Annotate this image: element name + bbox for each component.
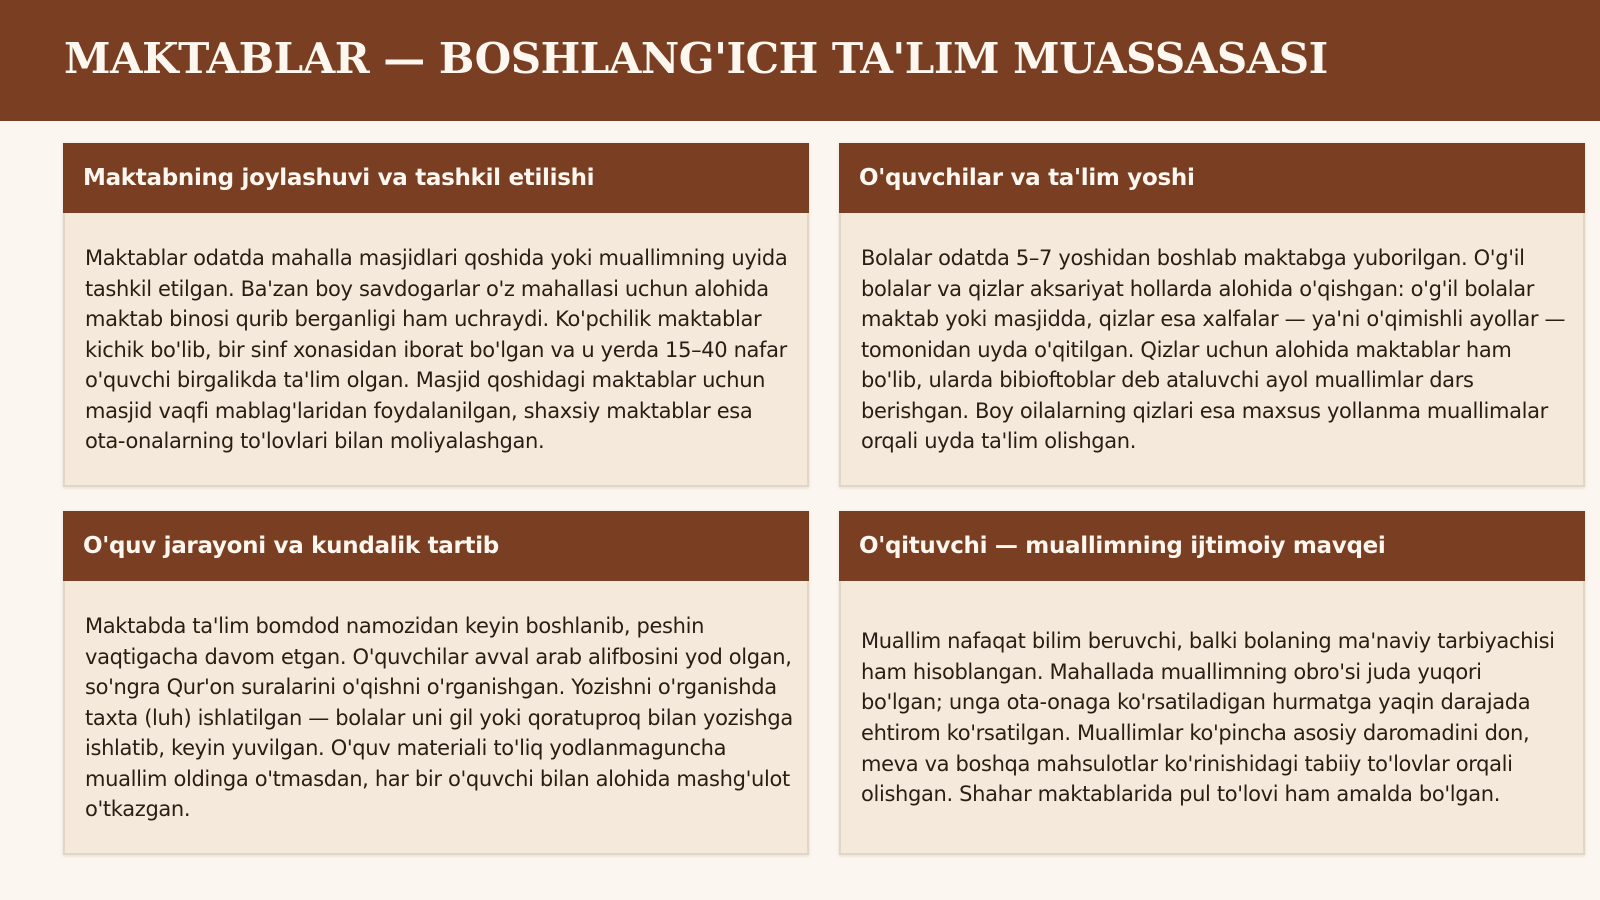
card-text: Maktablar odatda mahalla masjidlari qoshida yoki muallimning uyida tashkil etilgan. Ba'zan boy savdogarlar o'z mahallasi uchun alohida maktab binosi qurib berganligi ham uchraydi. Ko'pchilik maktablar kichik bo'lib, bir sinf xonasidan iborat bo'lgan va u yerda 15–40 nafar o'quvchi birgalikda ta'lim olgan. Masjid qoshidagi maktablar uchun masjid vaqfi mablag'laridan foydalanilgan, shaxsiy maktablar esa ota-onalarning to'lovlari bilan moliyalashgan. xyxy=(85,245,788,454)
card-text: Maktabda ta'lim bomdod namozidan keyin boshlanib, peshin vaqtigacha davom etgan. O'quvchilar avval arab alifbosini yod olgan, so'ngra Qur'on suralarini o'qishni o'rganishgan. Yozishni o'rganishda taxta (luh) ishlatilgan — bolalar uni gil yoki qoratuproq bilan yozishga ishlatib, keyin yuvilgan. O'quv materiali to'liq yodlanmaguncha muallim oldinga o'tmasdan, har bir o'quvchi bilan alohida mashg'ulot o'tkazgan. xyxy=(85,613,793,822)
card-title: O'qituvchi — muallimning ijtimoiy mavqei xyxy=(859,533,1386,559)
card-body xyxy=(861,215,1569,485)
card-body xyxy=(861,583,1569,853)
card-header xyxy=(63,143,809,213)
card-location-organization xyxy=(63,143,809,487)
card-header xyxy=(839,143,1585,213)
card-title: O'quv jarayoni va kundalik tartib xyxy=(83,533,499,559)
card-learning-process xyxy=(63,511,809,855)
card-text: Muallim nafaqat bilim beruvchi, balki bolaning ma'naviy tarbiyachisi ham hisoblangan. Mahallada muallimning obro'si juda yuqori bo'lgan; unga ota-onaga ko'rsatiladigan hurmatga yaqin darajada ehtirom ko'rsatilgan. Muallimlar ko'pincha asosiy daromadini don, meva va boshqa mahsulotlar ko'rinishidagi tabiiy to'lovlar orqali olishgan. Shahar maktablarida pul to'lovi ham amalda bo'lgan. xyxy=(861,629,1555,807)
card-text: Bolalar odatda 5–7 yoshidan boshlab maktabga yuborilgan. O'g'il bolalar va qizlar aksariyat hollarda alohida o'qishgan: o'g'il bolalar maktab yoki masjidda, qizlar esa xalfalar — ya'ni o'qimishli ayollar — tomonidan uyda o'qitilgan. Qizlar uchun alohida maktablar ham bo'lib, ularda bibioftoblar deb ataluvchi ayol muallimlar dars berishgan. Boy oilalarning qizlari esa maxsus yollanma muallimalar orqali uyda ta'lim olishgan. xyxy=(861,245,1566,454)
card-body xyxy=(85,583,793,853)
card-title: Maktabning joylashuvi va tashkil etilishi xyxy=(83,165,595,191)
page-title: MAKTABLAR — BOSHLANG'ICH TA'LIM MUASSASASI xyxy=(64,34,1328,83)
page-header xyxy=(0,0,1600,121)
card-teacher-status xyxy=(839,511,1585,855)
card-header xyxy=(63,511,809,581)
card-title: O'quvchilar va ta'lim yoshi xyxy=(859,165,1195,191)
card-students-age xyxy=(839,143,1585,487)
card-body xyxy=(85,215,793,485)
card-header xyxy=(839,511,1585,581)
